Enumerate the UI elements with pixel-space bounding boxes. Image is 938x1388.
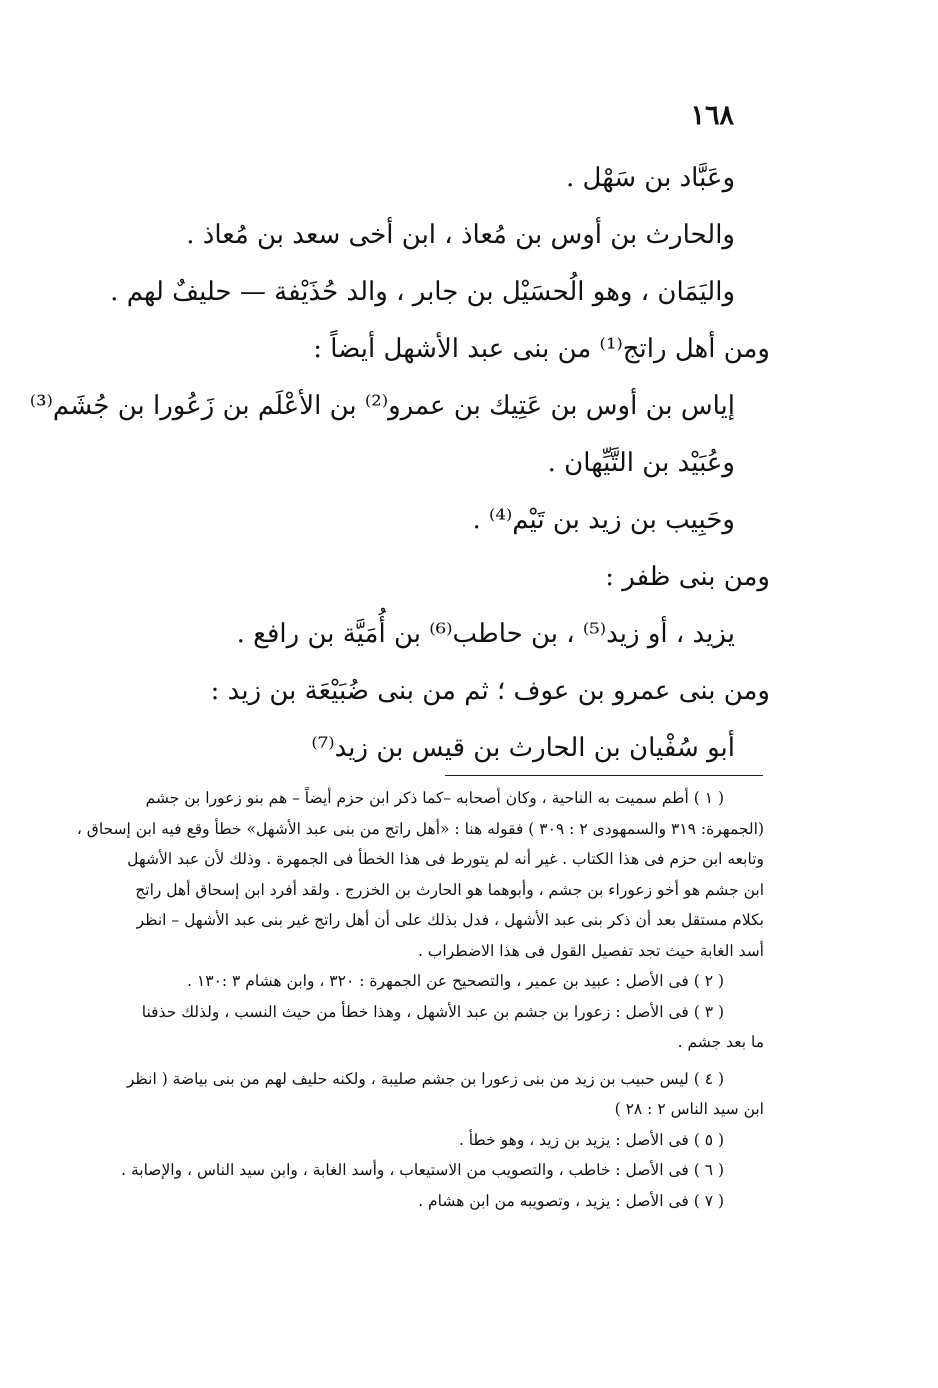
footnote-line: ابن جشم هو أخو زعوراء بن جشم ، وأبوهما هو الحارث بن الخزرج . ولقد أفرد ابن إسحاق أهل راتج: [135, 880, 764, 899]
footnote-line: (الجمهرة: ٣١٩ والسمهودى ٢ : ٣٠٩ ) فقوله هنا : «أهل راتج من بنى عبد الأشهل» خطأ وقع فيه ابن إسحاق ،: [76, 819, 764, 838]
section-heading: ومن أهل راتج⁽¹⁾ من بنى عبد الأشهل أيضاً :: [313, 334, 770, 364]
footnote-line: أسد الغابة حيث تجد تفصيل القول فى هذا الاضطراب .: [417, 941, 764, 960]
footnote-line: ( ٦ ) فى الأصل : خاطب ، والتصويب من الاستيعاب ، وأسد الغابة ، وابن سيد الناس ، والإصابة .: [121, 1161, 724, 1179]
footnote-line: ( ٢ ) فى الأصل : عبيد بن عمير ، والتصحيح عن الجمهرة : ٣٢٠ ، وابن هشام ٣ :١٣٠ .: [187, 972, 724, 990]
main-text: [29, 150, 770, 777]
footnote-line: ( ٧ ) فى الأصل : يزيد ، وتصويبه من ابن هشام .: [418, 1191, 724, 1210]
footnotes: [74, 783, 764, 1216]
section-heading: ومن بنى ظفر :: [605, 562, 770, 592]
footnote-line: ( ٤ ) ليس حبيب بن زيد من بنى زعورا بن جشم صليبة ، ولكنه حليف لهم من بنى بياضة ( انظر: [126, 1069, 724, 1088]
text-line: واليَمَان ، وهو الُحسَيْل بن جابر ، والد حُذَيْفة — حليفٌ لهم .: [110, 277, 735, 307]
text-line: وعَبَّاد بن سَهْل .: [566, 163, 735, 193]
footnote-line: ما بعد جشم .: [677, 1033, 764, 1051]
footnote-line: ( ١ ) أطم سميت به الناحية ، وكان أصحابه –كما ذكر ابن حزم أيضاً – هم بنو زعورا بن جشم: [145, 789, 724, 807]
text-line: وعُبَيْد بن التَّيِّهان .: [547, 448, 735, 478]
footnote-line: بكلام مستقل بعد أن ذكر بنى عبد الأشهل ، فدل بذلك على أن أهل راتج غير بنى عبد الأشهل – انظر: [136, 911, 764, 929]
footnote-divider: [445, 775, 763, 776]
text-line: والحارث بن أوس بن مُعاذ ، ابن أخى سعد بن مُعاذ .: [186, 220, 735, 250]
footnote-line: ( ٥ ) فى الأصل : يزيد بن زيد ، وهو خطأ .: [458, 1130, 724, 1149]
footnote-line: وتابعه ابن حزم فى هذا الكتاب . غير أنه لم يتورط فى هذا الخطأ فى الجمهرة . وذلك لأن عبد الأشهل: [127, 850, 764, 868]
text-line: يزيد ، أو زيد⁽⁵⁾ ، بن حاطب⁽⁶⁾ بن أُمَيَّة بن رافع .: [236, 619, 735, 649]
text-line: أبو سُفْيان بن الحارث بن قيس بن زيد⁽⁷⁾: [311, 733, 735, 763]
footnote-line: ( ٣ ) فى الأصل : زعورا بن جشم بن عبد الأشهل ، وهذا خطأ من حيث النسب ، ولذلك حذفنا: [141, 1002, 724, 1021]
text-line: إياس بن أوس بن عَتِيك بن عمرو⁽²⁾ بن الأعْلَم بن زَعُورا بن جُشَم⁽³⁾: [29, 391, 735, 421]
footnote-line: ابن سيد الناس ٢ : ٢٨ ): [614, 1100, 764, 1118]
page-number: ١٦٨: [690, 100, 734, 131]
section-heading: ومن بنى عمرو بن عوف ؛ ثم من بنى ضُبَيْعَة بن زيد :: [210, 676, 770, 706]
text-line: وحَبِيب بن زيد بن تَيْم⁽⁴⁾ .: [472, 505, 735, 535]
